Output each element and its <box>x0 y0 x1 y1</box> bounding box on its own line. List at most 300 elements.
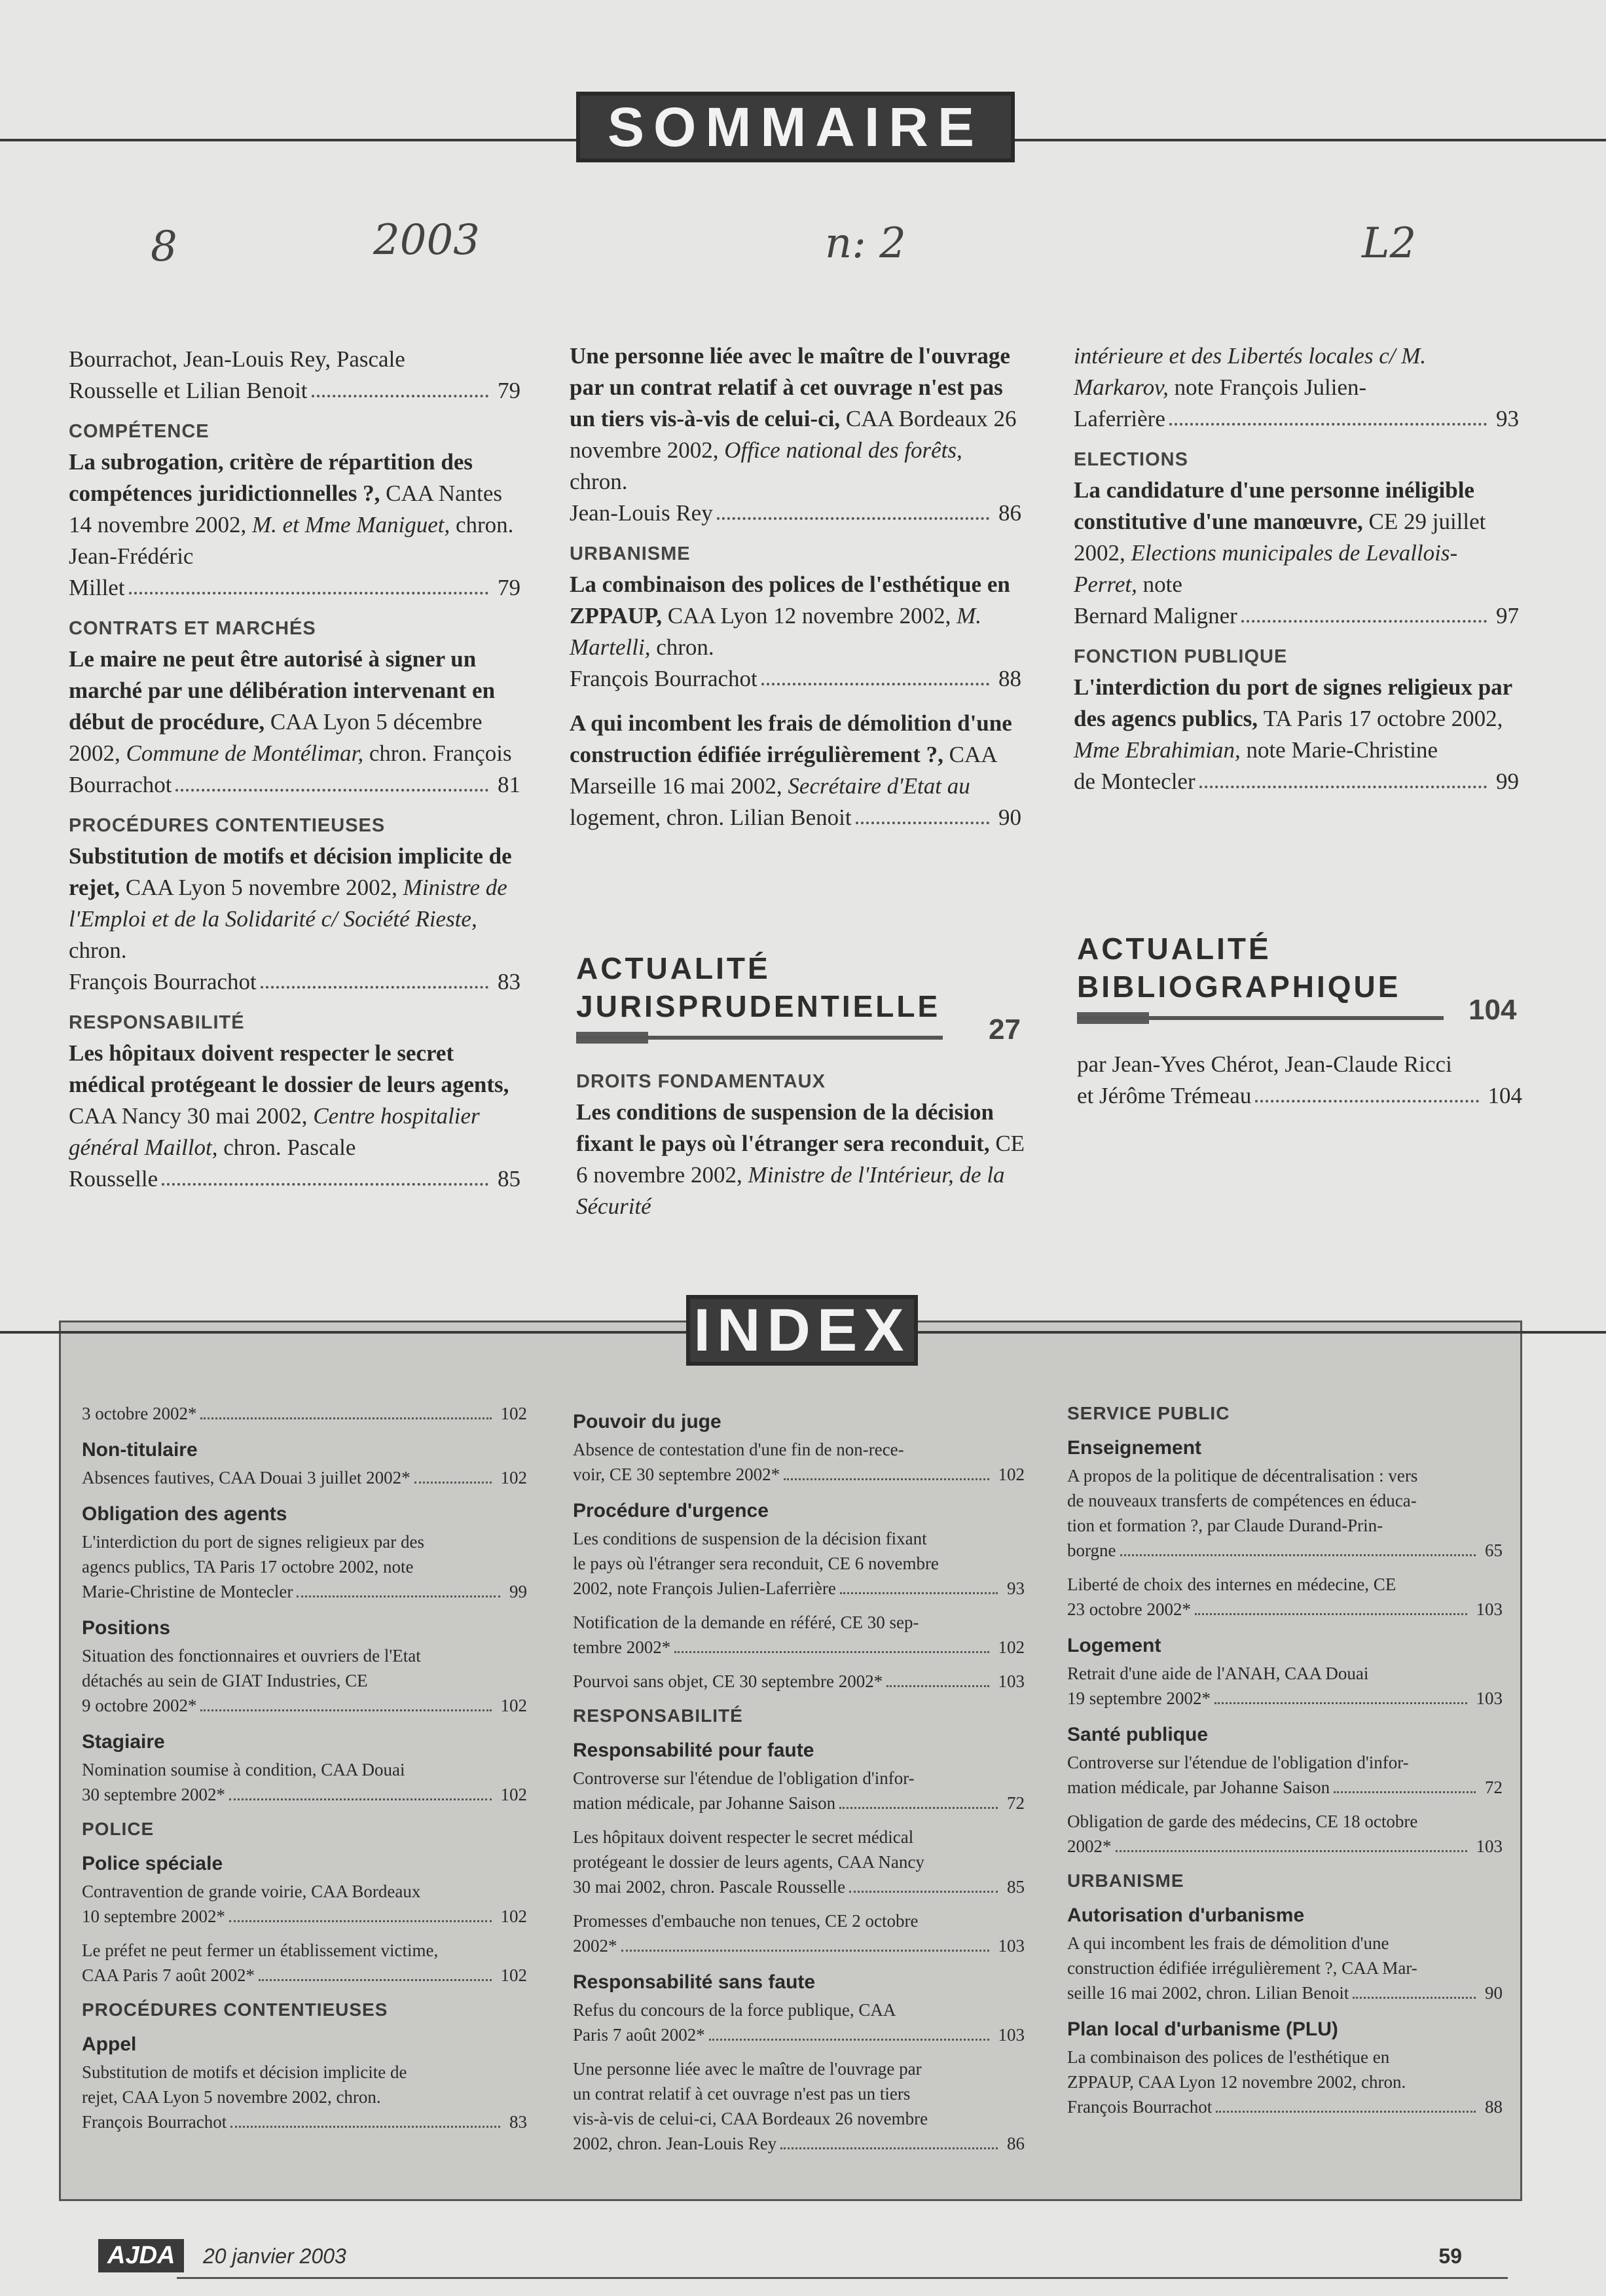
handwritten-note: n: 2 <box>825 219 906 268</box>
entry-author: chron. <box>570 469 628 494</box>
entry-last-line <box>69 966 520 998</box>
entry-last-line <box>573 1462 1025 1487</box>
entry-last-text: 23 octobre 2002* <box>1067 1599 1191 1619</box>
sommaire-column-3 <box>1074 340 1519 811</box>
page-number: 85 <box>498 1166 520 1192</box>
entry-last-line <box>573 1933 1025 1958</box>
page-number: 83 <box>509 2112 527 2132</box>
index-entry[interactable] <box>82 1465 527 1490</box>
dot-leader <box>840 1592 998 1594</box>
page-number: 97 <box>1496 603 1519 629</box>
page-number: 79 <box>498 378 520 403</box>
entry-last-line <box>1067 1538 1503 1563</box>
index-subheading: Non-titulaire <box>82 1439 198 1461</box>
dot-leader <box>839 1807 998 1809</box>
index-subheading: Autorisation d'urbanisme <box>1067 1904 1305 1926</box>
entry-last-text: mation médicale, par Johanne Saison <box>573 1793 836 1813</box>
dot-leader <box>200 1417 491 1419</box>
index-subheading: Responsabilité sans faute <box>573 1971 816 1993</box>
entry-last-text: borgne <box>1067 1540 1116 1560</box>
sommaire-column-2 <box>570 340 1021 847</box>
entry-party: Ministre de l'Intérieur, de la Sécurité <box>576 1162 1005 1219</box>
dot-leader <box>784 1478 989 1480</box>
dot-leader <box>261 986 488 989</box>
entry-last-line <box>1074 766 1519 797</box>
page-number: 102 <box>500 1468 527 1487</box>
sommaire-entry[interactable] <box>69 344 520 407</box>
page-number: 102 <box>500 1404 527 1423</box>
entry-text <box>570 340 1021 498</box>
entry-last-text: Bourrachot <box>69 772 172 797</box>
index-entry[interactable] <box>573 1610 1025 1660</box>
handwritten-note: L2 <box>1362 219 1417 268</box>
page-number: 103 <box>1476 1688 1503 1708</box>
index-banner: INDEX <box>686 1295 918 1366</box>
entry-last-text: CAA Paris 7 août 2002* <box>82 1965 255 1985</box>
index-entry-line: La combinaison des polices de l'esthétique en <box>1067 2047 1390 2067</box>
entry-author: chron. <box>656 634 714 660</box>
entry-last-line <box>1067 1597 1503 1622</box>
entry-last-line <box>82 1579 527 1604</box>
entry-last-line <box>82 1465 527 1490</box>
entry-last-text: seille 16 mai 2002, chron. Lilian Benoit <box>1067 1983 1349 2003</box>
dot-leader <box>259 1979 491 1981</box>
index-entry[interactable] <box>1067 1463 1503 1563</box>
index-subheading: Obligation des agents <box>82 1503 287 1525</box>
entry-last-line <box>82 1782 527 1807</box>
index-rule-right <box>918 1331 1606 1334</box>
dot-leader <box>886 1685 989 1687</box>
entry-last-text: Paris 7 août 2002* <box>573 2025 705 2045</box>
entry-last-line <box>82 1963 527 1988</box>
entry-party: Mme Ebrahimian, <box>1074 737 1247 763</box>
entry-body: CAA Bordeaux 26 novembre 2002, <box>570 406 1017 463</box>
index-entry[interactable] <box>1067 1750 1503 1800</box>
entry-last-line <box>573 2131 1025 2156</box>
biblio-heading <box>1077 930 1522 1006</box>
jurisprudence-heading <box>576 949 1028 1025</box>
biblio-entry-last <box>1077 1080 1522 1112</box>
entry-title: L'interdiction du port de signes religieux par des agencs publics, <box>1074 674 1512 731</box>
dot-leader <box>621 1950 989 1952</box>
page-number: 93 <box>1007 1578 1025 1598</box>
entry-title: Les conditions de suspension de la décision fixant le pays où l'étranger sera reconduit, <box>576 1099 994 1156</box>
dot-leader <box>312 395 488 397</box>
entry-party: M. et Mme Maniguet, <box>251 512 456 538</box>
index-entry-line: A qui incombent les frais de démolition d'une <box>1067 1933 1389 1953</box>
entry-last-text: Laferrière <box>1074 406 1165 431</box>
entry-body: TA Paris 17 octobre 2002, <box>1263 706 1503 731</box>
section-heading: PROCÉDURES CONTENTIEUSES <box>69 815 386 836</box>
entry-text <box>570 569 1021 663</box>
dot-leader <box>1241 620 1487 623</box>
section-heading: RESPONSABILITÉ <box>69 1012 245 1033</box>
sommaire-entry[interactable] <box>69 841 520 998</box>
entry-last-line <box>573 1791 1025 1815</box>
sommaire-entry[interactable] <box>570 340 1021 529</box>
index-entry[interactable] <box>82 1757 527 1807</box>
index-entry[interactable] <box>573 1437 1025 1487</box>
page-number: 83 <box>498 969 520 994</box>
entry-last-line <box>1074 600 1519 632</box>
entry-last-line <box>1067 1686 1503 1711</box>
entry-body: CAA Lyon 5 décembre 2002, <box>69 709 483 766</box>
dot-leader <box>856 822 989 824</box>
index-entry[interactable] <box>82 1879 527 1929</box>
entry-last-text: 30 mai 2002, chron. Pascale Rousselle <box>573 1877 846 1897</box>
entry-last-text: 2002, note François Julien-Laferrière <box>573 1578 836 1598</box>
index-entry-line: Liberté de choix des internes en médecine, CE <box>1067 1575 1396 1594</box>
index-entry-line: Refus du concours de la force publique, CAA <box>573 2000 896 2020</box>
dot-leader <box>849 1891 998 1893</box>
page-number: 102 <box>998 1465 1025 1484</box>
page-number: 102 <box>500 1906 527 1926</box>
section-heading: ELECTIONS <box>1074 449 1188 470</box>
index-subheading: Enseignement <box>1067 1437 1202 1459</box>
entry-body: CAA Lyon 12 novembre 2002, <box>667 603 957 629</box>
index-entry[interactable] <box>573 1825 1025 1899</box>
entry-title: Substitution de motifs et décision implicite de rejet, <box>69 843 512 900</box>
entry-author: note Marie-Christine <box>1246 737 1438 763</box>
entry-last-text: 2002, chron. Jean-Louis Rey <box>573 2134 777 2153</box>
index-entry[interactable] <box>82 1643 527 1718</box>
index-entry[interactable] <box>573 1997 1025 2047</box>
index-subheading: Positions <box>82 1617 171 1639</box>
index-entry-line: Obligation de garde des médecins, CE 18 octobre <box>1067 1812 1418 1831</box>
entry-last-text: 30 septembre 2002* <box>82 1785 225 1804</box>
biblio-authors-last: et Jérôme Trémeau <box>1077 1083 1252 1108</box>
entry-last-text: Jean-Louis Rey <box>570 500 713 526</box>
entry-body: CE 6 novembre 2002, <box>576 1131 1025 1188</box>
index-entry-line: Nomination soumise à condition, CAA Douai <box>82 1760 405 1779</box>
index-column-2 <box>573 1398 1025 2165</box>
entry-last-line <box>1067 1834 1503 1859</box>
entry-last-line <box>69 1163 520 1195</box>
sommaire-entry[interactable] <box>570 708 1021 833</box>
page-number: 86 <box>998 500 1021 526</box>
dot-leader <box>1169 423 1487 426</box>
entry-body: CAA Nancy 30 mai 2002, <box>69 1103 314 1129</box>
page-number: 90 <box>1485 1983 1503 2003</box>
page-number: 88 <box>998 666 1021 691</box>
section-heading: CONTRATS ET MARCHÉS <box>69 618 316 639</box>
dot-leader <box>674 1651 989 1653</box>
index-entry-line: Le préfet ne peut fermer un établissement victime, <box>82 1941 439 1960</box>
dot-leader <box>1199 786 1487 788</box>
entry-last-text: Pourvoi sans objet, CE 30 septembre 2002* <box>573 1671 883 1691</box>
index-entry[interactable] <box>573 1526 1025 1601</box>
index-entry-line: L'interdiction du port de signes religieux par des <box>82 1532 424 1552</box>
entry-text <box>69 446 520 572</box>
entry-last-line <box>69 375 520 407</box>
entry-last-line <box>573 1874 1025 1899</box>
sommaire-entry[interactable] <box>1074 340 1519 435</box>
entry-text <box>1074 340 1519 403</box>
sommaire-column-1 <box>69 344 520 1208</box>
sommaire-entry[interactable] <box>1074 672 1519 797</box>
entry-last-line <box>69 769 520 801</box>
entry-title: Les hôpitaux doivent respecter le secret médical protégeant le dossier de leurs agents, <box>69 1040 509 1097</box>
entry-last-line <box>1067 1775 1503 1800</box>
sommaire-entry[interactable] <box>69 644 520 801</box>
index-entry-line: le pays où l'étranger sera reconduit, CE 6 novembre <box>573 1554 939 1573</box>
entry-last-text: François Bourrachot <box>82 2112 227 2132</box>
page-number: 102 <box>500 1785 527 1804</box>
index-entry-line: Situation des fonctionnaires et ouvriers de l'Etat <box>82 1646 421 1666</box>
entry-last-line <box>82 1904 527 1929</box>
entry-last-text: François Bourrachot <box>1067 2097 1213 2117</box>
entry-last-text: tembre 2002* <box>573 1637 671 1657</box>
section-heading: URBANISME <box>570 543 691 564</box>
dot-leader <box>1214 1702 1467 1704</box>
jurisprudence-block <box>576 949 1028 1222</box>
index-entry-line: Les hôpitaux doivent respecter le secret médical <box>573 1827 914 1847</box>
heading-bar <box>1077 994 1522 1026</box>
entry-text <box>69 644 520 769</box>
index-entry[interactable] <box>1067 1931 1503 2005</box>
entry-text <box>69 1038 520 1163</box>
index-entry[interactable] <box>573 2056 1025 2156</box>
index-entry-line: Controverse sur l'étendue de l'obligation d'infor- <box>573 1768 915 1788</box>
entry-last-text: 9 octobre 2002* <box>82 1696 197 1715</box>
page-number: 59 <box>1438 2244 1462 2268</box>
index-entry[interactable] <box>82 1401 527 1426</box>
entry-party: Secrétaire d'Etat au <box>788 773 970 799</box>
index-section: URBANISME <box>1067 1870 1184 1891</box>
dot-leader <box>1116 1850 1467 1852</box>
entry-last-line <box>573 1635 1025 1660</box>
entry-last-text: Rousselle <box>69 1166 158 1192</box>
index-entry-line: de nouveaux transferts de compétences en éduca- <box>1067 1491 1417 1510</box>
sommaire-entry[interactable] <box>576 1097 1028 1222</box>
entry-author: note <box>1142 572 1182 597</box>
page-number: 103 <box>998 1936 1025 1956</box>
biblio-entry[interactable] <box>1077 1049 1522 1112</box>
page-number: 86 <box>1007 2134 1025 2153</box>
entry-last-line <box>82 2109 527 2134</box>
index-entry[interactable] <box>573 1766 1025 1815</box>
entry-party: intérieure et des Libertés locales c/ M. Markarov, <box>1074 343 1427 400</box>
entry-last-line <box>1067 1980 1503 2005</box>
entry-last-line <box>1074 403 1519 435</box>
jurisprudence-heading-line2: JURISPRUDENTIELLE <box>576 989 941 1023</box>
dot-leader <box>229 1798 492 1800</box>
dot-leader <box>1216 2111 1476 2113</box>
dot-leader <box>297 1595 500 1597</box>
page-number: 93 <box>1496 406 1519 431</box>
entry-last-line <box>573 1576 1025 1601</box>
dot-leader <box>162 1183 488 1186</box>
entry-text <box>69 841 520 966</box>
index-entry[interactable] <box>82 1938 527 1988</box>
ajda-logo: AJDA <box>98 2239 184 2272</box>
index-entry[interactable] <box>1067 2045 1503 2119</box>
page-number: 99 <box>509 1582 527 1601</box>
page-number: 72 <box>1007 1793 1025 1813</box>
sommaire-entry[interactable] <box>69 446 520 604</box>
index-entry-line: Notification de la demande en référé, CE 30 sep- <box>573 1613 919 1632</box>
page-number: 103 <box>1476 1599 1503 1619</box>
entry-last-text: François Bourrachot <box>69 969 257 994</box>
header-rule-right <box>1015 139 1606 141</box>
index-subheading: Responsabilité pour faute <box>573 1740 814 1761</box>
entry-body: CE 29 juillet 2002, <box>1074 509 1486 566</box>
index-subheading: Plan local d'urbanisme (PLU) <box>1067 2018 1338 2040</box>
entry-last-line <box>570 802 1021 833</box>
biblio-heading-line2: BIBLIOGRAPHIQUE <box>1077 970 1401 1004</box>
entry-last-text: mation médicale, par Johanne Saison <box>1067 1777 1330 1797</box>
issue-date: 20 janvier 2003 <box>203 2244 346 2268</box>
index-entry-line: ZPPAUP, CAA Lyon 12 novembre 2002, chron. <box>1067 2072 1406 2092</box>
dot-leader <box>200 1709 491 1711</box>
page-number: 103 <box>1476 1836 1503 1856</box>
dot-leader <box>709 2039 989 2041</box>
page-number: 103 <box>998 2025 1025 2045</box>
entry-party: Commune de Montélimar, <box>126 740 369 766</box>
index-entry-line: détachés au sein de GIAT Industries, CE <box>82 1671 368 1690</box>
sommaire-entry[interactable] <box>69 1038 520 1195</box>
entry-last-text: de Montecler <box>1074 769 1195 794</box>
entry-author: note François Julien- <box>1174 374 1367 400</box>
index-entry-line: protégeant le dossier de leurs agents, CAA Nancy <box>573 1852 924 1872</box>
section-heading: COMPÉTENCE <box>69 421 210 442</box>
dot-leader <box>1120 1554 1476 1556</box>
index-entry-line: Controverse sur l'étendue de l'obligation d'infor- <box>1067 1753 1409 1772</box>
index-entry[interactable] <box>82 2060 527 2134</box>
index-subheading: Appel <box>82 2033 137 2055</box>
entry-text <box>1074 672 1519 766</box>
dot-leader <box>229 1920 492 1922</box>
entry-last-line <box>573 1669 1025 1694</box>
entry-author: chron. François <box>369 740 512 766</box>
page-number: 99 <box>1496 769 1519 794</box>
biblio-authors: par Jean-Yves Chérot, Jean-Claude Ricci <box>1077 1051 1452 1077</box>
dot-leader <box>780 2147 998 2149</box>
entry-last-line <box>69 572 520 604</box>
page-number: 81 <box>498 772 520 797</box>
page-number: 104 <box>1487 1083 1522 1108</box>
index-entry[interactable] <box>1067 1572 1503 1622</box>
entry-last-text: Millet <box>69 575 125 600</box>
entry-author: chron. Pascale <box>223 1135 356 1160</box>
page-number: 102 <box>500 1965 527 1985</box>
entry-last-text: François Bourrachot <box>570 666 757 691</box>
entry-title: La candidature d'une personne inéligible constitutive d'une manœuvre, <box>1074 477 1474 534</box>
entry-body: CAA Marseille 16 mai 2002, <box>570 742 996 799</box>
biblio-heading-line1: ACTUALITÉ <box>1077 932 1271 966</box>
page-number: 72 <box>1485 1777 1503 1797</box>
index-entry[interactable] <box>573 1669 1025 1694</box>
entry-text <box>1074 475 1519 600</box>
index-entry[interactable] <box>1067 1661 1503 1711</box>
index-section: SERVICE PUBLIC <box>1067 1403 1230 1423</box>
entry-last-line <box>82 1693 527 1718</box>
sommaire-entry[interactable] <box>570 569 1021 695</box>
entry-last-text: Rousselle et Lilian Benoit <box>69 378 308 403</box>
index-subheading: Police spéciale <box>82 1853 223 1874</box>
entry-line: Bourrachot, Jean-Louis Rey, Pascale <box>69 346 405 372</box>
index-column-3 <box>1067 1391 1503 2128</box>
entry-last-text: 19 septembre 2002* <box>1067 1688 1211 1708</box>
index-entry-line: agencs publics, TA Paris 17 octobre 2002, note <box>82 1557 414 1576</box>
entry-party: M. Martelli, <box>570 603 982 660</box>
entry-title: Le maire ne peut être autorisé à signer un marché par une délibération intervenant en début de procédure, <box>69 646 496 735</box>
index-subheading: Logement <box>1067 1635 1161 1656</box>
entry-last-line <box>573 2022 1025 2047</box>
sommaire-banner: SOMMAIRE <box>576 92 1015 162</box>
page-number: 102 <box>500 1696 527 1715</box>
dot-leader <box>717 517 989 520</box>
jurisprudence-page: 27 <box>989 1013 1021 1046</box>
page-number: 85 <box>1007 1877 1025 1897</box>
index-entry-line: Retrait d'une aide de l'ANAH, CAA Douai <box>1067 1664 1369 1683</box>
jurisprudence-heading-line1: ACTUALITÉ <box>576 951 771 985</box>
header-rule-left <box>0 139 576 141</box>
index-subheading: Procédure d'urgence <box>573 1500 769 1522</box>
index-rule-left <box>0 1331 686 1334</box>
index-entry-line: Une personne liée avec le maître de l'ouvrage par <box>573 2059 922 2079</box>
dot-leader <box>1334 1791 1476 1793</box>
entry-last-text: 2002* <box>573 1936 617 1956</box>
entry-last-line <box>1067 2094 1503 2119</box>
page-number: 65 <box>1485 1540 1503 1560</box>
entry-last-text: Marie-Christine de Montecler <box>82 1582 293 1601</box>
index-entry-line: Les conditions de suspension de la décision fixant <box>573 1529 927 1548</box>
entry-last-text: 10 septembre 2002* <box>82 1906 225 1926</box>
page-number: 102 <box>998 1637 1025 1657</box>
entry-last-line <box>570 498 1021 529</box>
dot-leader <box>175 789 488 792</box>
index-subheading: Santé publique <box>1067 1724 1209 1745</box>
index-entry-line: A propos de la politique de décentralisation : vers <box>1067 1466 1418 1485</box>
entry-party: Elections municipales de Levallois-Perret, <box>1074 540 1458 597</box>
footer-rule <box>177 2277 1508 2279</box>
dot-leader <box>230 2126 500 2128</box>
entry-body: CAA Nantes 14 novembre 2002, <box>69 481 502 538</box>
handwritten-note: 8 <box>151 223 177 271</box>
page-number: 90 <box>998 805 1021 830</box>
index-entry-line: construction édifiée irrégulièrement ?, CAA Mar- <box>1067 1958 1417 1978</box>
entry-title: Une personne liée avec le maître de l'ouvrage par un contrat relatif à cet ouvrage n'est pas un tiers vis-à-vis de celui-ci, <box>570 343 1010 431</box>
index-section: POLICE <box>82 1819 155 1839</box>
page-number: 79 <box>498 575 520 600</box>
index-entry[interactable] <box>573 1908 1025 1958</box>
index-subheading: Pouvoir du juge <box>573 1411 721 1432</box>
biblio-page: 104 <box>1469 994 1517 1026</box>
entry-last-line <box>82 1401 527 1426</box>
index-entry-line: tion et formation ?, par Claude Durand-Prin- <box>1067 1516 1383 1535</box>
heading-bar <box>576 1013 1028 1046</box>
dot-leader <box>414 1482 492 1484</box>
index-entry[interactable] <box>82 1529 527 1604</box>
index-entry-line: Absence de contestation d'une fin de non-rece- <box>573 1440 904 1459</box>
entry-title: La subrogation, critère de répartition des compétences juridictionnelles ?, <box>69 449 473 506</box>
entry-body: CAA Lyon 5 novembre 2002, <box>125 875 403 900</box>
sommaire-entry[interactable] <box>1074 475 1519 632</box>
index-section: RESPONSABILITÉ <box>573 1705 743 1726</box>
page-number: 103 <box>998 1671 1025 1691</box>
entry-last-text: 3 octobre 2002* <box>82 1404 197 1423</box>
index-entry-line: rejet, CAA Lyon 5 novembre 2002, chron. <box>82 2087 381 2107</box>
entry-last-text: 2002* <box>1067 1836 1112 1856</box>
entry-party: Centre hospitalier général Maillot, <box>69 1103 480 1160</box>
entry-last-text: logement, chron. Lilian Benoit <box>570 805 852 830</box>
dot-leader <box>1195 1613 1467 1615</box>
index-entry-line: vis-à-vis de celui-ci, CAA Bordeaux 26 novembre <box>573 2109 928 2128</box>
entry-last-line <box>570 663 1021 695</box>
index-entry[interactable] <box>1067 1809 1503 1859</box>
index-entry-line: Substitution de motifs et décision implicite de <box>82 2062 407 2082</box>
